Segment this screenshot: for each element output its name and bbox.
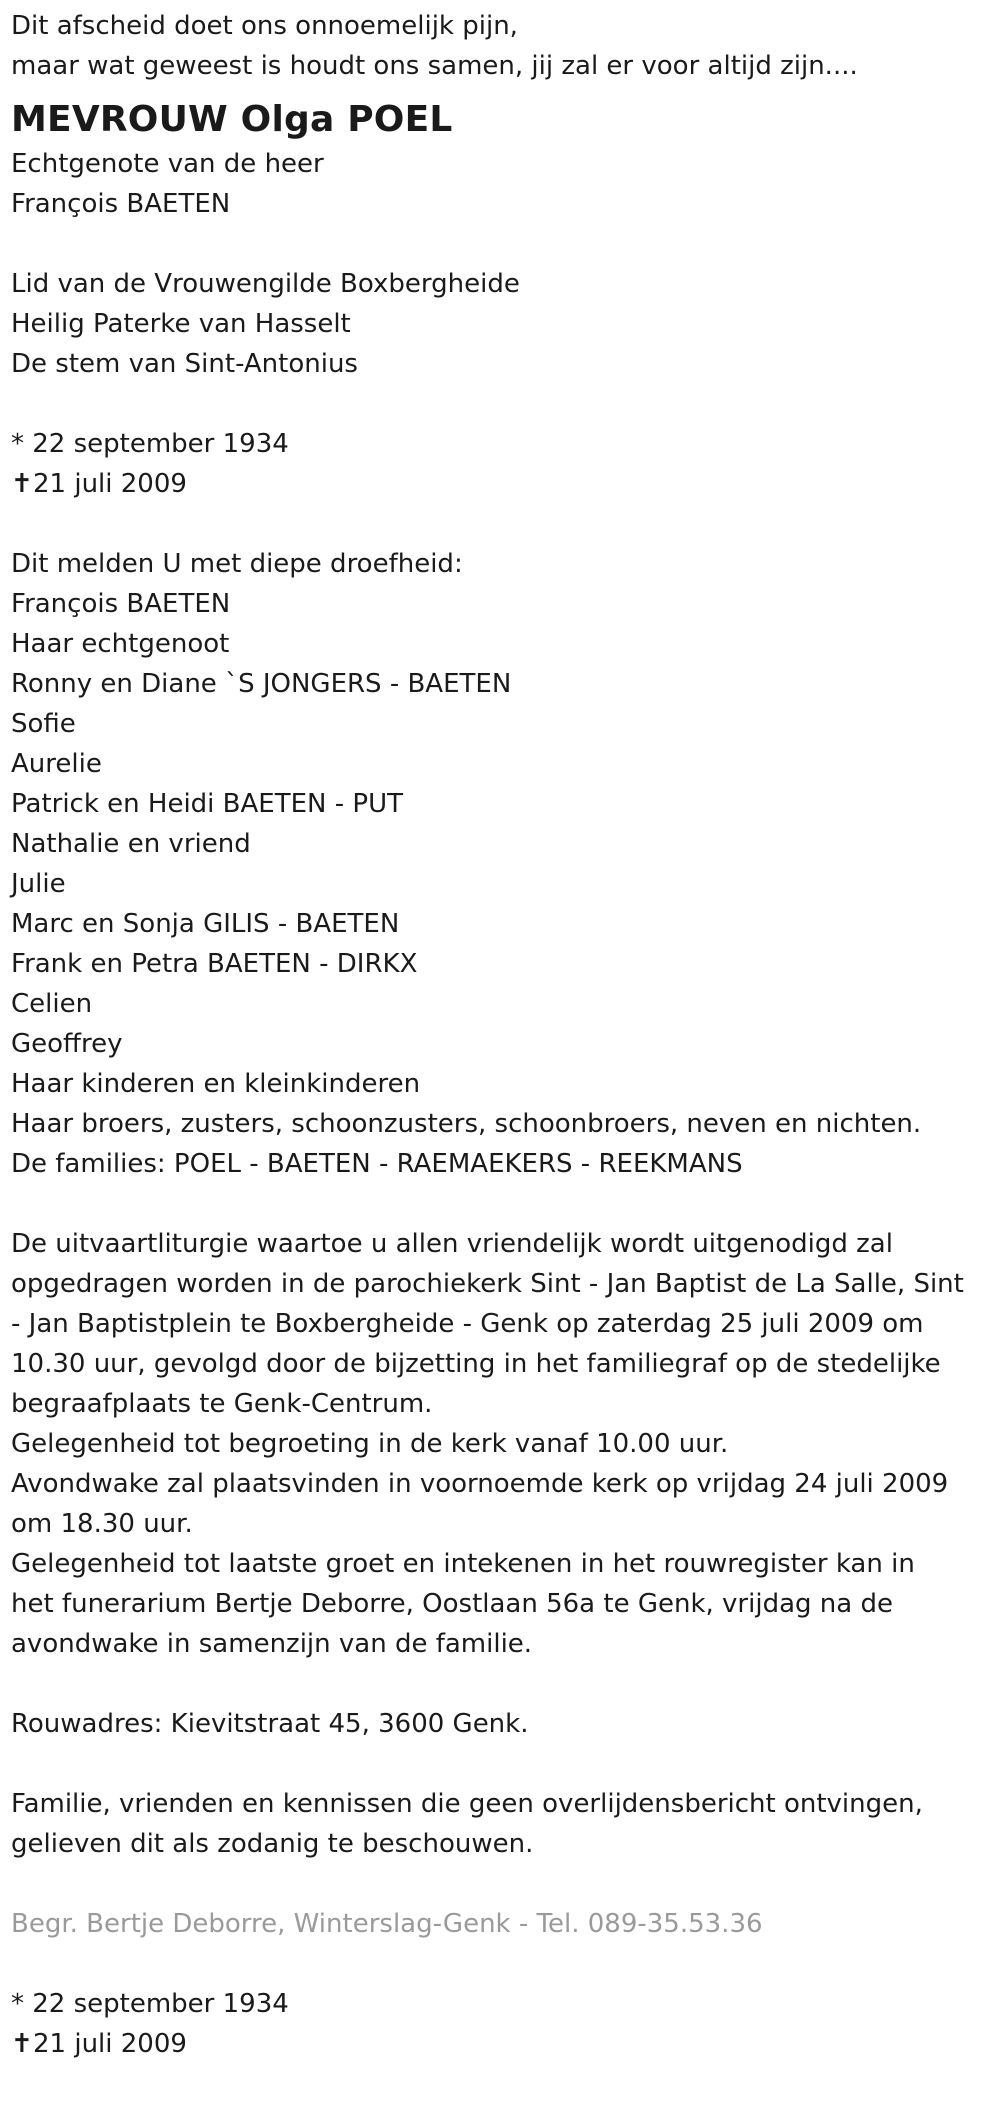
family-line: Nathalie en vriend <box>11 829 251 859</box>
footer-dates <box>11 1984 989 2064</box>
deceased-name: MEVROUW Olga POEL <box>11 99 453 140</box>
footer-death-date: 21 juli 2009 <box>33 2029 187 2059</box>
spouse-line: Echtgenote van de heer <box>11 149 324 179</box>
spacer <box>11 224 989 264</box>
spacer <box>11 504 989 544</box>
family-line: Sofie <box>11 709 76 739</box>
membership-line: Lid van de Vrouwengilde Boxbergheide <box>11 269 520 299</box>
family-line: Frank en Petra BAETEN - DIRKX <box>11 949 418 979</box>
footer-death-date-line <box>11 2024 989 2064</box>
notice-line: gelieven dit als zodanig te beschouwen. <box>11 1829 534 1859</box>
death-date-line <box>11 464 989 504</box>
membership-line: Heilig Paterke van Hasselt <box>11 309 351 339</box>
family-line: Haar echtgenoot <box>11 629 230 659</box>
birth-date: * 22 september 1934 <box>11 429 289 459</box>
funeral-line: begraafplaats te Genk-Centrum. <box>11 1389 433 1419</box>
funeral-line: Gelegenheid tot begroeting in de kerk vanaf 10.00 uur. <box>11 1429 729 1459</box>
intro-verse <box>11 6 989 86</box>
spacer <box>11 384 989 424</box>
spouse-block <box>11 144 989 224</box>
family-line: Haar kinderen en kleinkinderen <box>11 1069 421 1099</box>
mourning-address: Rouwadres: Kievitstraat 45, 3600 Genk. <box>11 1709 529 1739</box>
spacer <box>11 1744 989 1784</box>
undertaker-credit: Begr. Bertje Deborre, Winterslag-Genk - Tel. 089-35.53.36 <box>11 1909 763 1939</box>
funeral-line: om 18.30 uur. <box>11 1509 193 1539</box>
cross-icon: ✝ <box>11 469 33 499</box>
funeral-line: Gelegenheid tot laatste groet en intekenen in het rouwregister kan in <box>11 1549 915 1579</box>
death-date: 21 juli 2009 <box>33 469 187 499</box>
family-line: Julie <box>11 869 66 899</box>
family-line: François BAETEN <box>11 589 231 619</box>
family-line: Patrick en Heidi BAETEN - PUT <box>11 789 403 819</box>
intro-line: maar wat geweest is houdt ons samen, jij zal er voor altijd zijn.... <box>11 51 858 81</box>
family-line: Ronny en Diane `S JONGERS - BAETEN <box>11 669 512 699</box>
intro-line: Dit afscheid doet ons onnoemelijk pijn, <box>11 11 518 41</box>
spacer <box>11 1864 989 1904</box>
cross-icon: ✝ <box>11 2029 33 2059</box>
announce-intro: Dit melden U met diepe droefheid: <box>11 549 463 579</box>
spacer <box>11 1664 989 1704</box>
footer-birth-date: * 22 september 1934 <box>11 1989 289 2019</box>
family-line: Haar broers, zusters, schoonzusters, schoonbroers, neven en nichten. <box>11 1109 922 1139</box>
family-list <box>11 584 989 1184</box>
notice <box>11 1784 989 1864</box>
membership-line: De stem van Sint-Antonius <box>11 349 358 379</box>
dates <box>11 424 989 504</box>
memberships <box>11 264 989 384</box>
funeral-line: opgedragen worden in de parochiekerk Sint - Jan Baptist de La Salle, Sint <box>11 1269 964 1299</box>
funeral-line: Avondwake zal plaatsvinden in voornoemde kerk op vrijdag 24 juli 2009 <box>11 1469 949 1499</box>
spouse-line: François BAETEN <box>11 189 231 219</box>
family-line: Geoffrey <box>11 1029 123 1059</box>
spacer <box>11 1184 989 1224</box>
funeral-line: 10.30 uur, gevolgd door de bijzetting in het familiegraf op de stedelijke <box>11 1349 941 1379</box>
funeral-details <box>11 1224 989 1664</box>
funeral-line: - Jan Baptistplein te Boxbergheide - Genk op zaterdag 25 juli 2009 om <box>11 1309 924 1339</box>
family-line: Celien <box>11 989 93 1019</box>
notice-line: Familie, vrienden en kennissen die geen overlijdensbericht ontvingen, <box>11 1789 923 1819</box>
funeral-line: het funerarium Bertje Deborre, Oostlaan 56a te Genk, vrijdag na de <box>11 1589 893 1619</box>
funeral-line: avondwake in samenzijn van de familie. <box>11 1629 533 1659</box>
family-line: De families: POEL - BAETEN - RAEMAEKERS - REEKMANS <box>11 1149 743 1179</box>
family-line: Aurelie <box>11 749 102 779</box>
spacer <box>11 1944 989 1984</box>
family-line: Marc en Sonja GILIS - BAETEN <box>11 909 400 939</box>
funeral-line: De uitvaartliturgie waartoe u allen vriendelijk wordt uitgenodigd zal <box>11 1229 893 1259</box>
